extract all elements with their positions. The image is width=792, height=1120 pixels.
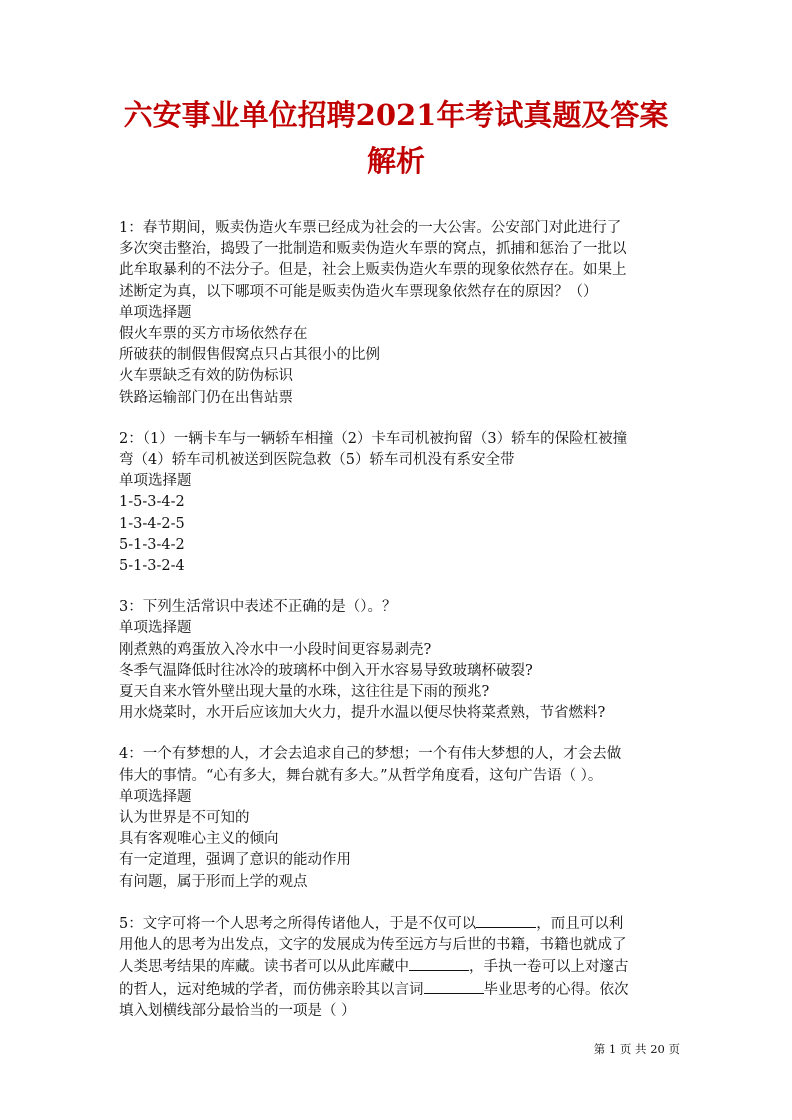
option-d: 5-1-3-2-4 bbox=[119, 558, 185, 575]
question-text: 人类思考结果的库藏。读书者可以从此库藏中 bbox=[119, 959, 409, 976]
document-title bbox=[100, 92, 692, 184]
option-b: 冬季气温降低时往冰冷的玻璃杯中倒入开水容易导致玻璃杯破裂? bbox=[119, 662, 533, 679]
question-2 bbox=[119, 429, 675, 577]
question-4 bbox=[119, 744, 675, 892]
option-d: 铁路运输部门仍在出售站票 bbox=[119, 389, 293, 406]
question-line: 1：春节期间，贩卖伪造火车票已经成为社会的一大公害。公安部门对此进行了 bbox=[119, 220, 622, 236]
option-c: 火车票缺乏有效的防伪标识 bbox=[119, 368, 293, 385]
option-d: 用水烧菜时，水开后应该加大火力，提升水温以便尽快将菜煮熟，节省燃料? bbox=[119, 705, 606, 722]
question-stem bbox=[119, 218, 675, 303]
question-type: 单项选择题 bbox=[119, 304, 192, 321]
question-line: 此牟取暴利的不法分子。但是，社会上贩卖伪造火车票的现象依然存在。如果上 bbox=[119, 262, 627, 279]
fill-blank-2 bbox=[409, 956, 469, 971]
option-c: 夏天自来水管外壁出现大量的水珠，这往往是下雨的预兆? bbox=[119, 684, 490, 701]
question-text: ，而且可以利 bbox=[536, 915, 624, 932]
fill-blank-1 bbox=[476, 913, 536, 928]
question-3 bbox=[119, 597, 675, 724]
question-line: 述断定为真，以下哪项不可能是贩卖伪造火车票现象依然存在的原因？（） bbox=[119, 283, 598, 300]
question-stem bbox=[119, 744, 675, 786]
question-1 bbox=[119, 218, 675, 409]
page-footer: 第 1 页 共 20 页 bbox=[593, 1042, 680, 1056]
question-text: 5：文字可将一个人思考之所得传诸他人，于是不仅可以 bbox=[119, 915, 477, 932]
question-text: 的哲人，远对绝城的学者，而仿佛亲聆其以言词 bbox=[119, 981, 424, 998]
option-a: 1-5-3-4-2 bbox=[119, 494, 185, 511]
option-a: 刚煮熟的鸡蛋放入冷水中一小段时间更容易剥壳? bbox=[119, 641, 432, 658]
question-type: 单项选择题 bbox=[119, 788, 192, 805]
question-line bbox=[119, 913, 675, 935]
option-c: 有一定道理，强调了意识的能动作用 bbox=[119, 852, 351, 869]
question-line: 伟大的事情。“心有多大，舞台就有多大。”从哲学角度看，这句广告语（ ）。 bbox=[119, 767, 603, 784]
option-d: 有问题，属于形而上学的观点 bbox=[119, 873, 308, 890]
question-line: 填入划横线部分最恰当的一项是（ ） bbox=[119, 1002, 356, 1019]
question-line: 多次突击整治，捣毁了一批制造和贩卖伪造火车票的窝点，抓捕和惩治了一批以 bbox=[119, 241, 627, 258]
question-line: 2：（1）一辆卡车与一辆轿车相撞（2）卡车司机被拘留（3）轿车的保险杠被撞 bbox=[119, 430, 628, 447]
option-c: 5-1-3-4-2 bbox=[119, 536, 185, 553]
option-b: 具有客观唯心主义的倾向 bbox=[119, 831, 279, 848]
question-line: 用他人的思考为出发点，文字的发展成为传至远方与后世的书籍，书籍也就成了 bbox=[119, 937, 627, 954]
option-b: 1-3-4-2-5 bbox=[119, 515, 185, 532]
question-line: 3：下列生活常识中表述不正确的是（）。？ bbox=[119, 599, 397, 616]
option-a: 认为世界是不可知的 bbox=[119, 810, 250, 827]
questions-body bbox=[119, 218, 675, 1042]
question-text: ，手执一卷可以上对邃古 bbox=[469, 959, 629, 976]
title-line-2: 解析 bbox=[366, 144, 425, 178]
question-stem bbox=[119, 429, 675, 471]
question-line: 4：一个有梦想的人，才会去追求自己的梦想；一个有伟大梦想的人，才会去做 bbox=[119, 746, 622, 763]
question-line bbox=[119, 979, 675, 1001]
option-b: 所破获的制假售假窝点只占其很小的比例 bbox=[119, 347, 380, 364]
question-5 bbox=[119, 913, 675, 1022]
question-line: 弯（4）轿车司机被送到医院急救（5）轿车司机没有系安全带 bbox=[119, 452, 515, 469]
question-stem bbox=[119, 597, 675, 618]
question-type: 单项选择题 bbox=[119, 473, 192, 490]
option-a: 假火车票的买方市场依然存在 bbox=[119, 326, 308, 343]
question-line bbox=[119, 956, 675, 978]
question-type: 单项选择题 bbox=[119, 620, 192, 637]
title-line-1: 六安事业单位招聘2021年考试真题及答案 bbox=[123, 98, 669, 132]
question-text: 毕业思考的心得。依次 bbox=[483, 981, 629, 998]
fill-blank-3 bbox=[424, 979, 484, 994]
